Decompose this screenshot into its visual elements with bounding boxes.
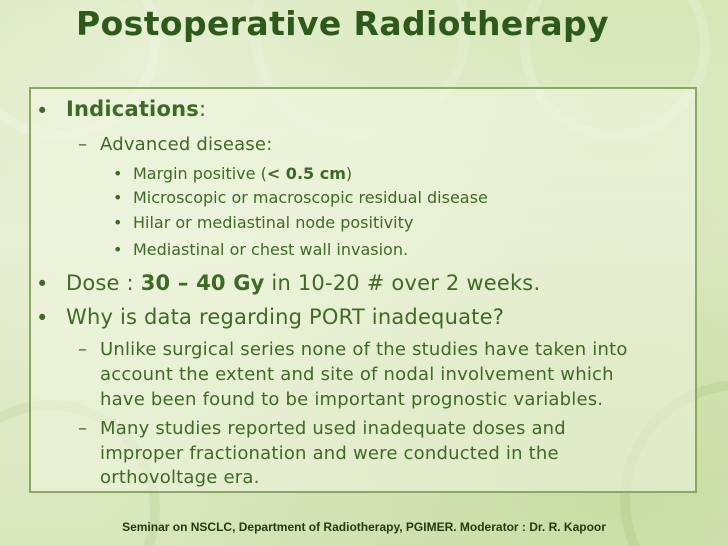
margin-prefix: Margin positive ( [133,164,267,183]
why-item: Why is data regarding PORT inadequate? [66,305,505,329]
unlike-line-2: account the extent and site of nodal involvement which [100,364,614,385]
unlike-line-1: Unlike surgical series none of the studies have taken into [100,339,628,360]
dose-suffix: in 10-20 # over 2 weeks. [264,271,541,295]
indications-item [66,97,206,121]
dash-icon: – [78,134,88,155]
margin-bold: < 0.5 cm [266,164,346,183]
margin-suffix: ) [345,164,353,183]
residual-disease-item: Microscopic or macroscopic residual disease [133,188,488,207]
dash-icon: – [78,418,88,439]
bullet-icon: • [113,240,123,259]
many-line-1: Many studies reported used inadequate doses and [100,418,566,439]
bullet-icon: • [113,213,123,232]
bullet-icon: • [36,99,49,123]
bullet-icon: • [113,188,123,207]
many-line-2: improper fractionation and were conducted in the [100,443,559,464]
dose-prefix: Dose : [66,271,141,295]
bullet-icon: • [36,272,49,296]
unlike-line-3: have been found to be important prognostic variables. [100,389,604,410]
advanced-disease-item: Advanced disease: [100,134,273,155]
dash-icon: – [78,339,88,360]
invasion-item: Mediastinal or chest wall invasion. [133,240,409,259]
margin-positive-item [133,164,352,183]
bullet-icon: • [113,164,123,183]
bullet-icon: • [36,306,49,330]
slide-footer: Seminar on NSCLC, Department of Radiotherapy, PGIMER. Moderator : Dr. R. Kapoor [122,520,606,534]
indications-colon: : [198,97,207,121]
dose-item [66,271,540,295]
dose-value: 30 – 40 Gy [140,271,265,295]
many-line-3: orthovoltage era. [100,467,260,488]
hilar-node-item: Hilar or mediastinal node positivity [133,213,414,232]
slide-title: Postoperative Radiotherapy [76,4,609,43]
indications-label: Indications [66,97,199,121]
